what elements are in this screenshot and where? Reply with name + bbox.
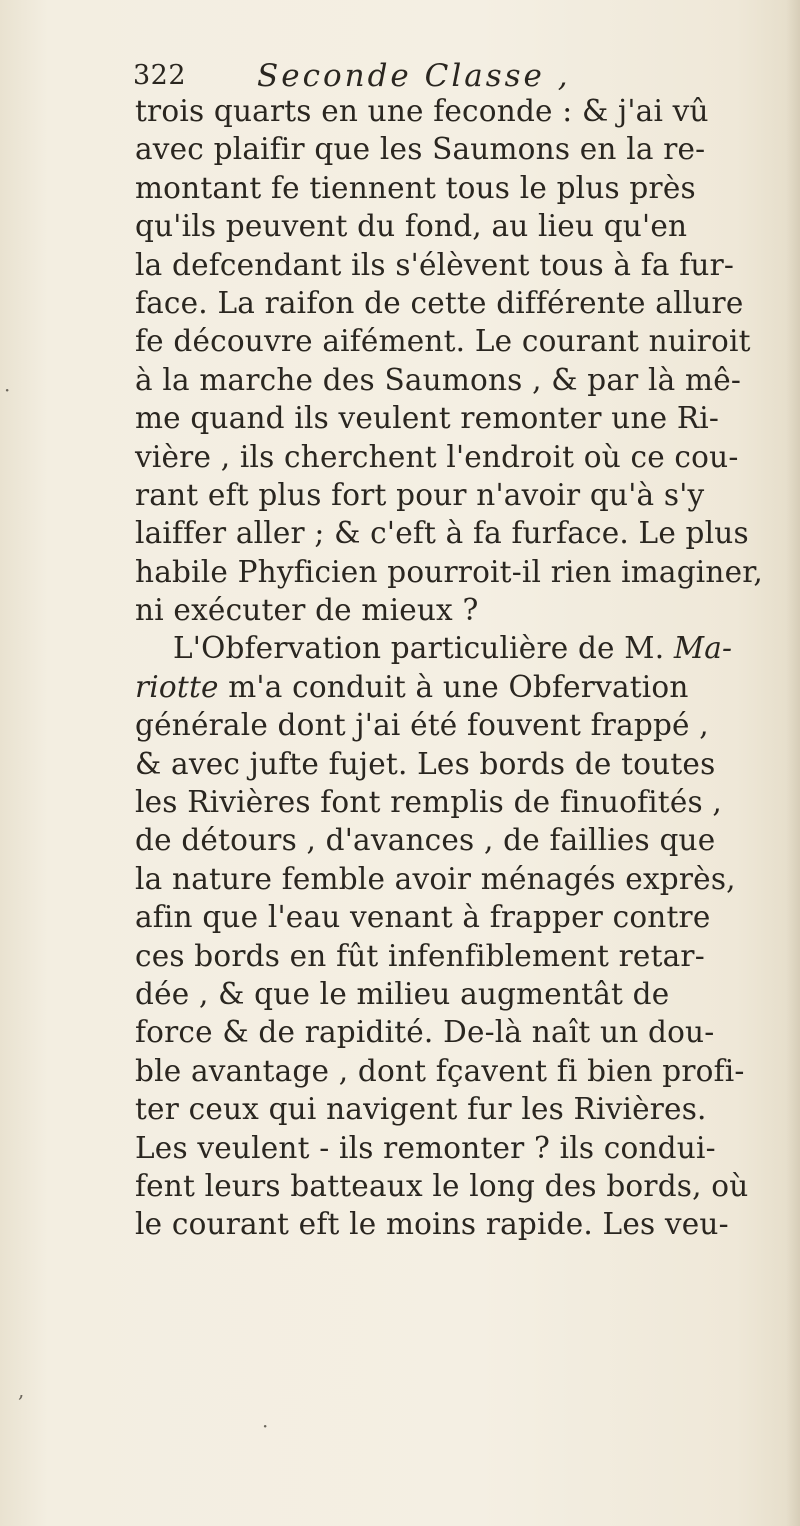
text-line: me quand ils veulent remonter une Ri- [135, 401, 720, 436]
text-line: face. La raifon de cette différente allure [135, 285, 744, 320]
text-run: m'a conduit à une Obfervation [218, 669, 689, 704]
text-line: fent leurs batteaux le long des bords, où [135, 1168, 749, 1203]
page-edge-shadow [786, 0, 800, 1526]
text-line: ter ceux qui navigent fur les Rivières. [135, 1092, 707, 1127]
text-line: les Rivières font remplis de finuofités , [135, 785, 722, 820]
italic-name: Ma- [673, 631, 733, 666]
running-head: Seconde Classe , [257, 58, 571, 94]
text-line [135, 668, 785, 706]
text-line: vière , ils cherchent l'endroit où ce cou- [135, 439, 739, 474]
text-line: & avec jufte fujet. Les bords de toutes [135, 746, 716, 781]
text-line: de détours , d'avances , de faillies que [135, 823, 716, 858]
ink-speck: · [262, 1414, 269, 1438]
text-line: dée , & que le milieu augmentât de [135, 976, 670, 1011]
text-run: L'Obfervation particulière de M. [173, 631, 674, 666]
body-text [135, 92, 785, 1244]
text-line: la nature femble avoir ménagés exprès, [135, 861, 736, 896]
margin-speck: · [4, 378, 11, 402]
text-line: rant eft plus fort pour n'avoir qu'à s'y [135, 477, 705, 512]
text-line: qu'ils peuvent du fond, au lieu qu'en [135, 209, 688, 244]
text-line: ble avantage , dont fçavent fi bien profi- [135, 1053, 745, 1088]
text-line: ni exécuter de mieux ? [135, 593, 479, 628]
text-line: afin que l'eau venant à frapper contre [135, 900, 711, 935]
text-line: à la marche des Saumons , & par là mê- [135, 362, 742, 397]
text-line: la defcendant ils s'élèvent tous à fa fur- [135, 247, 735, 282]
text-line: fe découvre aifément. Le courant nuiroit [135, 324, 751, 359]
text-line: avec plaifir que les Saumons en la re- [135, 132, 706, 167]
text-line: ces bords en fût infenfiblement retar- [135, 938, 705, 973]
text-line: Les veulent - ils remonter ? ils condui- [135, 1130, 716, 1165]
paragraph-start-line [135, 629, 785, 667]
margin-speck: , [18, 1378, 25, 1402]
text-line: habile Phyficien pourroit-il rien imaginer, [135, 554, 763, 589]
text-line: le courant eft le moins rapide. Les veu- [135, 1207, 729, 1242]
text-line: trois quarts en une feconde : & j'ai vû [135, 94, 709, 128]
italic-name: riotte [135, 669, 219, 704]
text-line: force & de rapidité. De-là naît un dou- [135, 1015, 715, 1050]
text-line: montant fe tiennent tous le plus près [135, 170, 696, 205]
text-line: générale dont j'ai été fouvent frappé , [135, 708, 709, 743]
text-line: laiffer aller ; & c'eft à fa furface. Le plus [135, 516, 749, 551]
page-number: 322 [133, 60, 187, 91]
